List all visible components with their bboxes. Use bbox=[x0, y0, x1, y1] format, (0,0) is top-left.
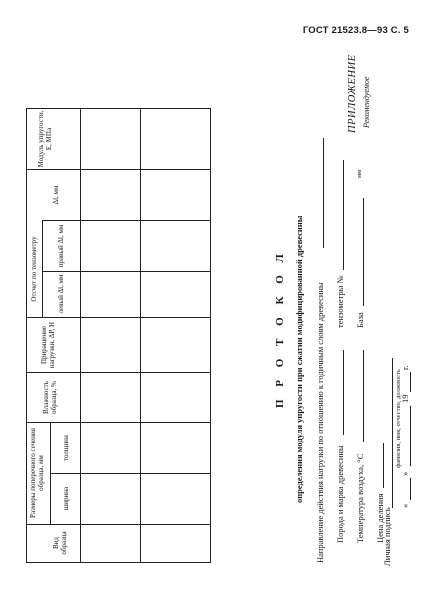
col-delta-l: Δl, мм bbox=[52, 185, 60, 205]
quote-open: « bbox=[400, 503, 410, 508]
division-value-line bbox=[383, 443, 384, 488]
col-width: ширина bbox=[62, 486, 70, 511]
base-label: База bbox=[355, 312, 365, 328]
signature-line bbox=[392, 358, 393, 508]
col-sample-type: Вид образца bbox=[52, 531, 68, 555]
tensometer-label: тензометры № bbox=[335, 275, 345, 328]
load-direction-line bbox=[323, 138, 324, 248]
col-thickness: толщина bbox=[62, 435, 70, 461]
col-cross-section: Размеры поперечного сечения образца, мм bbox=[29, 428, 45, 518]
division-value-label: Цена деления bbox=[375, 493, 385, 543]
air-temperature-label: Температура воздуха, °С bbox=[355, 453, 365, 543]
protocol-title: П Р О Т О К О Л bbox=[274, 249, 286, 408]
col-tensometer-reading: Отсчет по тензометру bbox=[30, 236, 38, 302]
col-moisture: Влажность образца, % bbox=[42, 381, 58, 414]
air-temperature-line bbox=[363, 350, 364, 442]
species-line bbox=[343, 350, 344, 435]
year-line bbox=[410, 372, 411, 392]
species-label: Порода и марка древесины bbox=[335, 445, 345, 543]
base-unit: мм bbox=[356, 169, 363, 178]
day-line bbox=[410, 478, 411, 500]
year-prefix: 19 bbox=[400, 394, 410, 403]
quote-close: » bbox=[400, 471, 410, 476]
tensometer-line bbox=[343, 160, 344, 270]
load-direction-label: Направление действия нагрузки по отношению к годичным слоям древесины bbox=[315, 282, 325, 563]
protocol-subtitle: определения модуля упругости при сжатии модифицированной древесины bbox=[294, 215, 304, 503]
data-table bbox=[22, 108, 212, 563]
signature-caption: фамилия, имя, отчество, должность bbox=[395, 369, 402, 468]
rotated-page-content bbox=[22, 54, 412, 588]
signature-label: Личная подпись bbox=[382, 507, 392, 566]
col-left: левый Δl, мм bbox=[57, 274, 65, 314]
month-line bbox=[410, 406, 411, 466]
col-right: правый Δl, мм bbox=[57, 224, 65, 268]
base-line bbox=[363, 198, 364, 306]
year-suffix: г. bbox=[400, 365, 410, 370]
annex-title: ПРИЛОЖЕНИЕ bbox=[347, 54, 358, 133]
col-modulus: Модуль упругости, E, МПа bbox=[37, 110, 53, 168]
col-load-increment: Приращение нагрузки, ΔP, Н bbox=[40, 321, 56, 369]
document-reference: ГОСТ 21523.8—93 С. 5 bbox=[302, 25, 409, 36]
annex-subtitle: Рекомендуемое bbox=[362, 76, 371, 128]
